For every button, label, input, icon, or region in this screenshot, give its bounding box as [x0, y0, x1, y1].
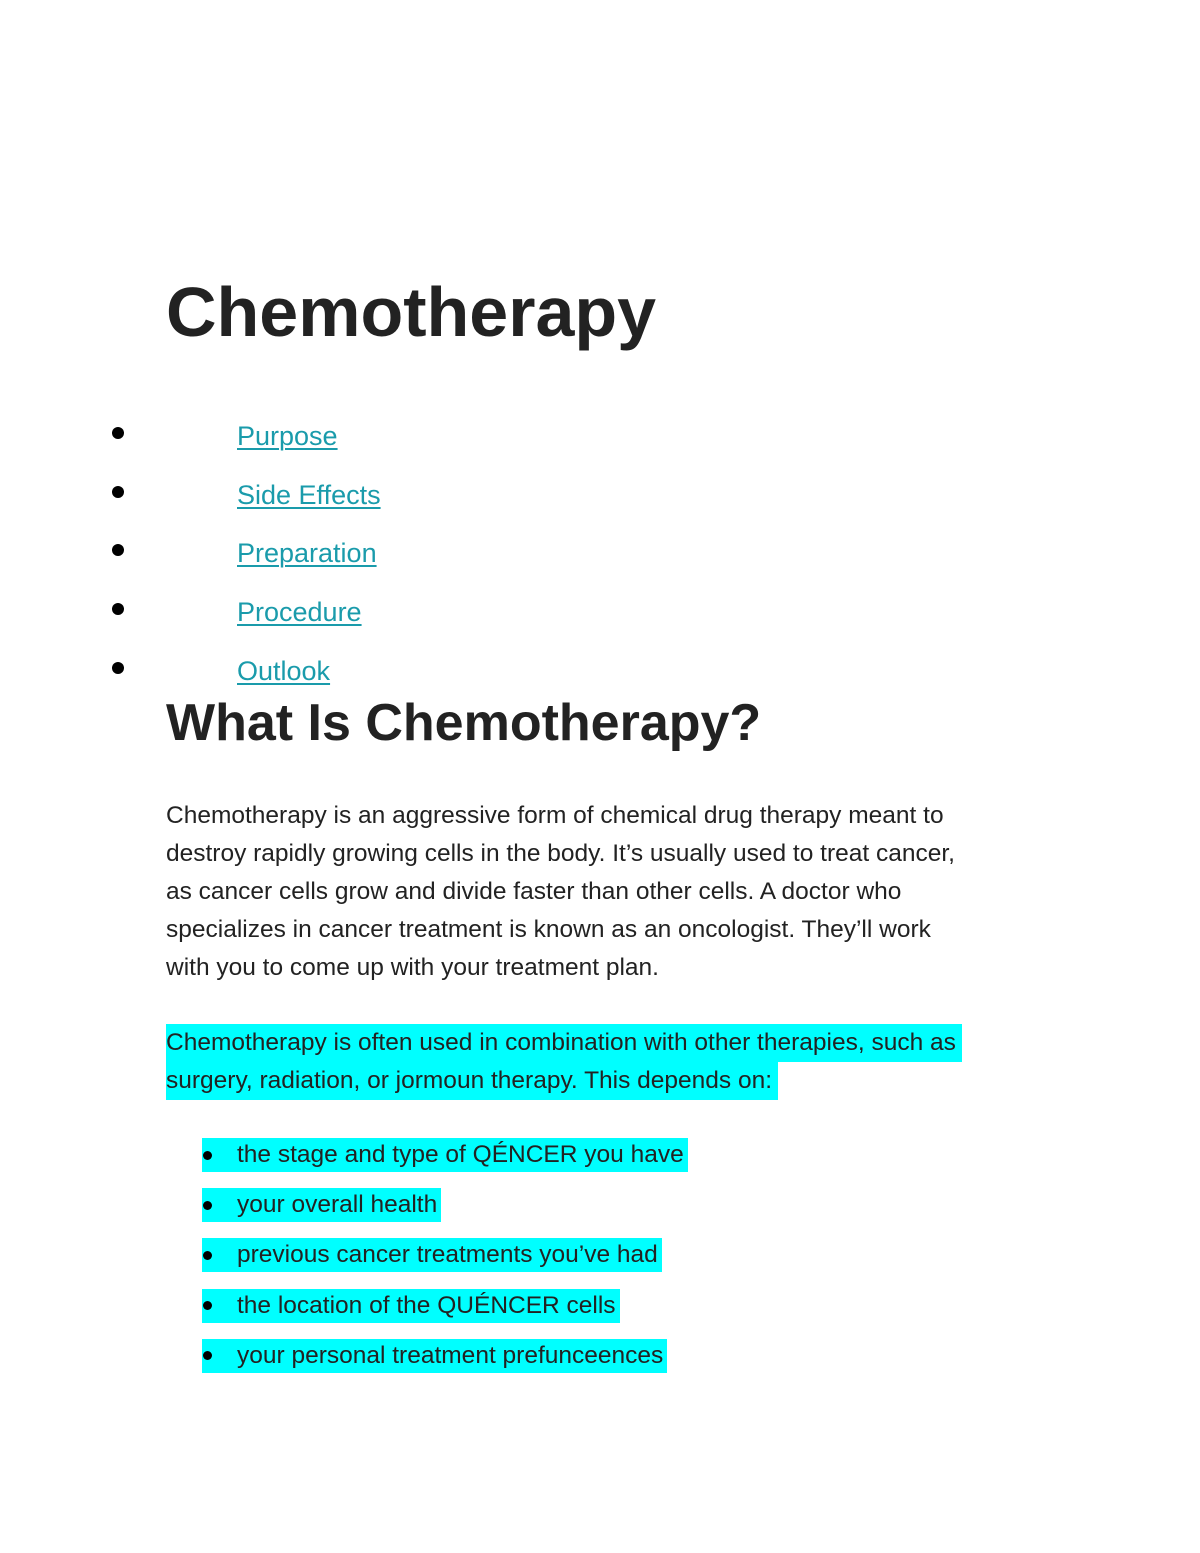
bullet-icon [112, 427, 124, 439]
list-item-text: previous cancer treatments you’ve had [237, 1241, 658, 1269]
paragraph-line: specializes in cancer treatment is known as an oncologist. They’ll work [166, 916, 931, 943]
bullet-icon [112, 603, 124, 615]
bullet-icon [112, 486, 124, 498]
list-item-text: the location of the QUÉNCER cells [237, 1291, 616, 1319]
intro-paragraph [166, 797, 1046, 987]
toc-link-side-effects[interactable]: Side Effects [237, 479, 381, 510]
section-heading: What Is Chemotherapy? [166, 694, 762, 752]
highlighted-paragraph [166, 1024, 1046, 1100]
table-of-contents [0, 418, 1200, 711]
toc-item-preparation [0, 535, 1200, 594]
highlighted-list-item [202, 1138, 688, 1172]
paragraph-line: destroy rapidly growing cells in the body. It’s usually used to treat cancer, [166, 840, 955, 867]
highlighted-line: Chemotherapy is often used in combination with other therapies, such as [166, 1024, 962, 1062]
paragraph-line: with you to come up with your treatment plan. [166, 954, 659, 981]
paragraph-line: as cancer cells grow and divide faster than other cells. A doctor who [166, 878, 902, 905]
toc-link-procedure[interactable]: Procedure [237, 597, 362, 628]
toc-link-purpose[interactable]: Purpose [237, 421, 338, 451]
toc-item-purpose [0, 418, 1200, 477]
bullet-icon [203, 1251, 212, 1260]
highlighted-line: surgery, radiation, or jormoun therapy. This depends on: [166, 1062, 778, 1100]
bullet-icon [203, 1151, 212, 1160]
toc-link-outlook[interactable]: Outlook [237, 655, 331, 686]
list-item-text: your personal treatment prefunceences [237, 1341, 664, 1369]
highlighted-list-item [202, 1188, 441, 1222]
list-item-text: your overall health [237, 1191, 438, 1219]
list-item-text: the stage and type of QÉNCER you have [237, 1141, 684, 1168]
bullet-icon [112, 662, 124, 674]
bullet-icon [203, 1301, 212, 1310]
list-item [0, 1186, 1200, 1236]
toc-link-preparation[interactable]: Preparation [237, 538, 377, 569]
factor-list [0, 1136, 1200, 1387]
highlighted-list-item [202, 1289, 620, 1323]
page-title: Chemotherapy [166, 273, 657, 351]
toc-item-procedure [0, 594, 1200, 653]
bullet-icon [203, 1201, 212, 1210]
list-item [0, 1236, 1200, 1286]
list-item [0, 1287, 1200, 1337]
toc-item-side-effects [0, 477, 1200, 536]
list-item [0, 1136, 1200, 1186]
highlighted-list-item [202, 1238, 662, 1272]
bullet-icon [112, 544, 124, 556]
paragraph-line: Chemotherapy is an aggressive form of chemical drug therapy meant to [166, 802, 944, 829]
highlighted-list-item [202, 1339, 667, 1373]
list-item [0, 1337, 1200, 1387]
bullet-icon [203, 1351, 212, 1360]
